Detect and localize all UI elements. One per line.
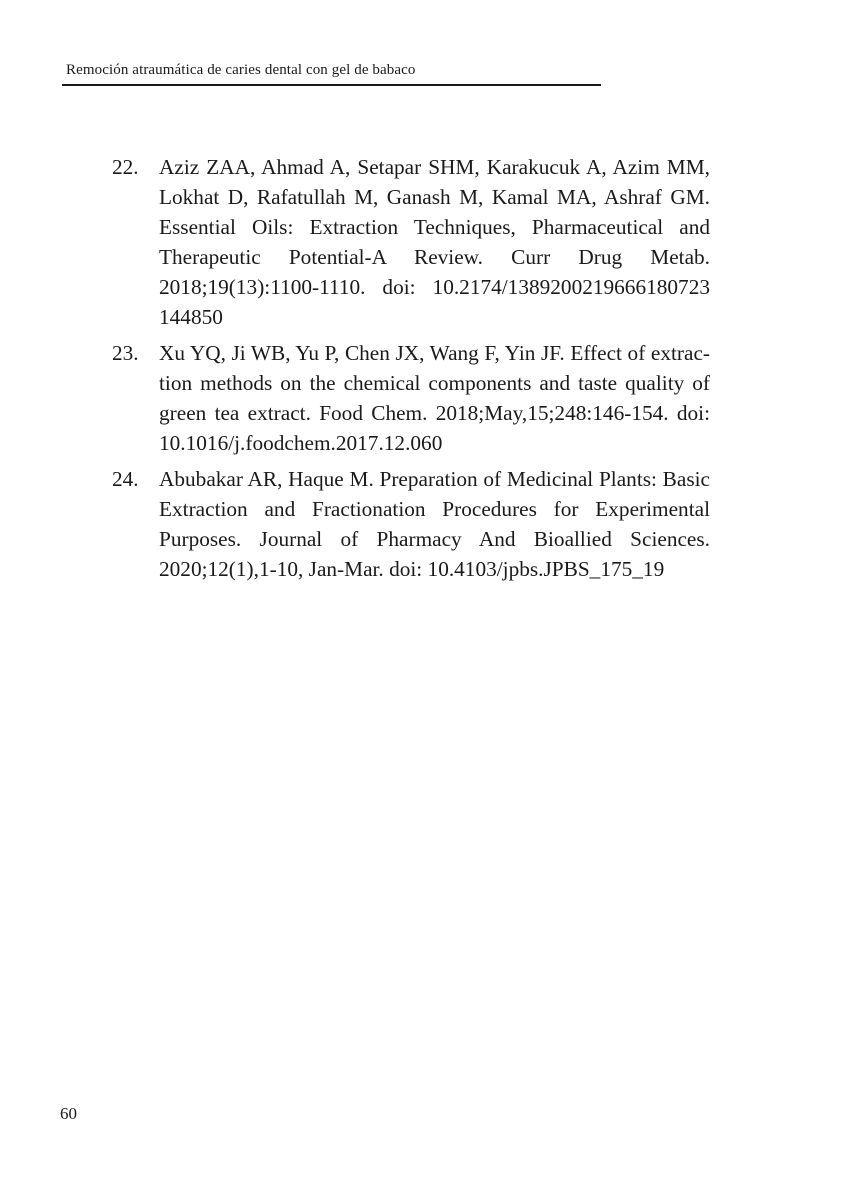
running-header: Remoción atraumática de caries dental con gel de babaco bbox=[66, 62, 416, 78]
reference-item bbox=[112, 464, 710, 584]
reference-number: 22. bbox=[112, 155, 139, 179]
reference-text: Abubakar AR, Haque M. Preparation of Medicinal Plants: Basic Extraction and Fractionation Procedures for Experimental Purposes. Journal of Pharmacy And Bioallied Sciences. 2020;12(1),1-10, Jan-Mar. doi: 10.4103/jpbs.JPBS_175_19 bbox=[159, 467, 710, 581]
reference-item bbox=[112, 338, 710, 458]
page-number: 60 bbox=[60, 1104, 77, 1123]
reference-text: Aziz ZAA, Ahmad A, Setapar SHM, Karakucuk A, Azim MM, Lokhat D, Rafatullah M, Ganash M, Kamal MA, Ashraf GM. Essential Oils: Extraction Techniques, Pharmaceutical and Therapeutic Potential-A Review. Curr Drug Metab. 2018;19(13):1100-1110. doi: 10.2174/1389200219666180723 144850 bbox=[159, 155, 710, 329]
header-rule bbox=[62, 84, 601, 86]
reference-number: 23. bbox=[112, 341, 139, 365]
reference-number: 24. bbox=[112, 467, 139, 491]
reference-text: Xu YQ, Ji WB, Yu P, Chen JX, Wang F, Yin JF. Effect of extraction methods on the chemical components and taste quality of green tea extract. Food Chem. 2018;May,15;248:146-154. doi: 10.1016/j.foodchem.2017.12.060 bbox=[159, 341, 710, 455]
reference-item bbox=[112, 152, 710, 332]
reference-list bbox=[112, 152, 710, 590]
